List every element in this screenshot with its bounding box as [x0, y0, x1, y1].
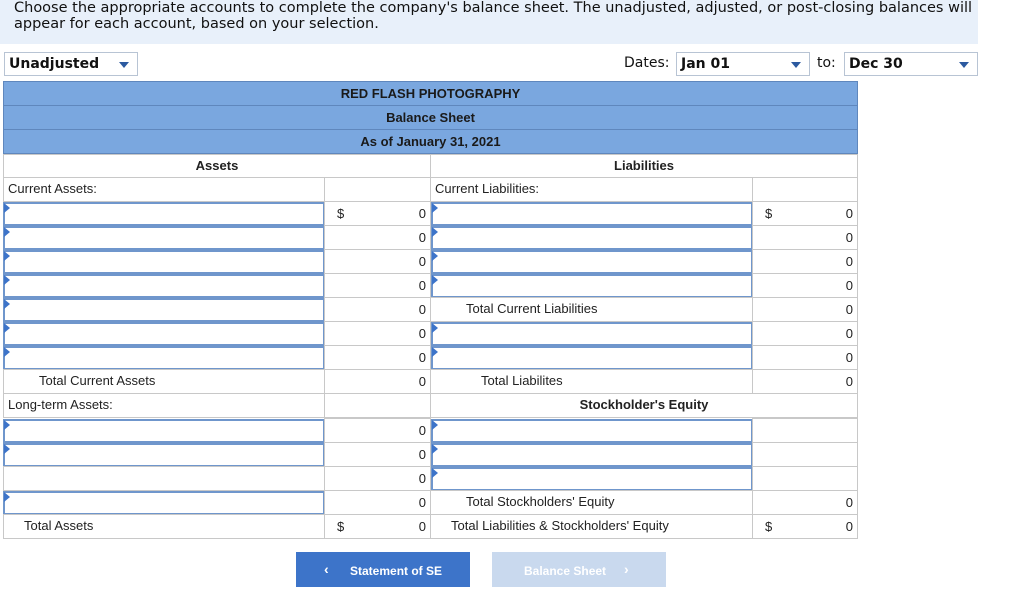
chevron-left-icon: ‹	[324, 561, 329, 577]
dates-label: Dates:	[624, 55, 670, 71]
dropdown-marker-icon	[4, 275, 10, 285]
current-liability-amount-1: 0	[845, 206, 853, 221]
total-liabilities-label: Total Liabilites	[430, 369, 753, 394]
dollar-sign: $	[765, 206, 773, 221]
current-assets-label: Current Assets:	[3, 177, 325, 202]
long-term-liability-amount-1: 0	[752, 321, 858, 346]
total-stockholders-equity-amount: 0	[752, 490, 858, 515]
chevron-down-icon	[791, 62, 801, 68]
long-term-assets-label: Long-term Assets:	[3, 393, 325, 418]
amount-cell	[752, 201, 858, 226]
dollar-sign: $	[337, 206, 345, 221]
long-term-asset-amount-4: 0	[324, 490, 431, 515]
assets-header: Assets	[3, 154, 431, 178]
long-term-liability-account-1[interactable]	[431, 322, 753, 346]
blank-cell	[324, 177, 431, 202]
current-asset-account-4[interactable]	[3, 274, 325, 298]
total-current-liabilities-amount: 0	[752, 297, 858, 322]
instructions	[0, 0, 978, 44]
dropdown-marker-icon	[432, 275, 438, 285]
current-liabilities-label: Current Liabilities:	[430, 177, 753, 202]
long-term-asset-account-3[interactable]	[3, 491, 325, 515]
current-liability-account-1[interactable]	[431, 202, 753, 226]
dollar-sign: $	[765, 519, 773, 534]
long-term-liability-amount-2: 0	[752, 345, 858, 370]
liabilities-header: Liabilities	[430, 154, 858, 178]
dropdown-marker-icon	[4, 299, 10, 309]
chevron-down-icon	[119, 62, 129, 68]
long-term-asset-amount-2: 0	[324, 442, 431, 467]
dropdown-marker-icon	[4, 347, 10, 357]
current-asset-amount-3: 0	[324, 249, 431, 274]
current-liability-amount-2: 0	[752, 225, 858, 250]
blank-cell	[3, 466, 325, 491]
date-from-select[interactable]	[676, 52, 810, 76]
total-current-assets-label: Total Current Assets	[3, 369, 325, 394]
current-asset-amount-4: 0	[324, 273, 431, 298]
date-from-value: Jan 01	[681, 56, 730, 72]
amount-cell	[324, 201, 431, 226]
dropdown-marker-icon	[432, 203, 438, 213]
instructions-line-1: Choose the appropriate accounts to complete the company's balance sheet. The unadjusted, adjusted, or post-closing balances will	[14, 0, 973, 16]
current-asset-amount-6: 0	[324, 321, 431, 346]
next-statement-button[interactable]	[492, 552, 666, 587]
dropdown-marker-icon	[432, 347, 438, 357]
blank-cell	[752, 418, 858, 443]
equity-account-3[interactable]	[431, 467, 753, 491]
total-liab-se-amount: 0	[845, 519, 853, 534]
company-name: RED FLASH PHOTOGRAPHY	[3, 81, 858, 106]
equity-account-2[interactable]	[431, 443, 753, 467]
current-liability-account-4[interactable]	[431, 274, 753, 298]
blank-cell	[752, 177, 858, 202]
dropdown-marker-icon	[4, 492, 10, 502]
dropdown-marker-icon	[432, 251, 438, 261]
dropdown-marker-icon	[4, 227, 10, 237]
total-current-assets-amount: 0	[324, 369, 431, 394]
dropdown-marker-icon	[432, 420, 438, 430]
prev-statement-button[interactable]	[296, 552, 470, 587]
current-asset-account-7[interactable]	[3, 346, 325, 370]
current-liability-amount-4: 0	[752, 273, 858, 298]
dates-to-label: to:	[817, 55, 836, 71]
equity-account-1[interactable]	[431, 419, 753, 443]
dropdown-marker-icon	[432, 227, 438, 237]
amount-cell	[752, 514, 858, 539]
current-liability-amount-3: 0	[752, 249, 858, 274]
long-term-asset-amount-1: 0	[324, 418, 431, 443]
date-to-select[interactable]	[844, 52, 978, 76]
total-assets-amount: 0	[418, 519, 426, 534]
current-asset-account-1[interactable]	[3, 202, 325, 226]
instructions-line-2: appear for each account, based on your selection.	[14, 16, 379, 32]
balance-sheet-grid	[3, 154, 858, 542]
chevron-right-icon: ›	[624, 561, 629, 577]
chevron-down-icon	[959, 62, 969, 68]
total-stockholders-equity-label: Total Stockholders' Equity	[430, 490, 753, 515]
current-asset-amount-2: 0	[324, 225, 431, 250]
long-term-liability-account-2[interactable]	[431, 346, 753, 370]
current-liability-account-2[interactable]	[431, 226, 753, 250]
current-asset-account-6[interactable]	[3, 322, 325, 346]
total-current-liabilities-label: Total Current Liabilities	[430, 297, 753, 322]
long-term-asset-amount-3: 0	[324, 466, 431, 491]
balance-type-select[interactable]	[4, 52, 138, 76]
prev-button-label: Statement of SE	[350, 564, 443, 578]
total-assets-label: Total Assets	[3, 514, 325, 539]
dropdown-marker-icon	[4, 323, 10, 333]
date-to-value: Dec 30	[849, 56, 903, 72]
blank-cell	[752, 466, 858, 491]
dropdown-marker-icon	[432, 323, 438, 333]
dropdown-marker-icon	[432, 468, 438, 478]
current-liability-account-3[interactable]	[431, 250, 753, 274]
long-term-asset-account-1[interactable]	[3, 419, 325, 443]
current-asset-amount-5: 0	[324, 297, 431, 322]
next-button-label: Balance Sheet	[524, 564, 607, 578]
dropdown-marker-icon	[4, 420, 10, 430]
current-asset-account-2[interactable]	[3, 226, 325, 250]
current-asset-amount-1: 0	[418, 206, 426, 221]
total-liab-se-label: Total Liabilities & Stockholders' Equity	[430, 514, 753, 539]
current-asset-account-5[interactable]	[3, 298, 325, 322]
balance-type-value: Unadjusted	[9, 56, 100, 72]
current-asset-amount-7: 0	[324, 345, 431, 370]
stockholders-equity-header: Stockholder's Equity	[430, 393, 858, 418]
statement-date: As of January 31, 2021	[3, 129, 858, 154]
long-term-asset-account-2[interactable]	[3, 443, 325, 467]
blank-cell	[324, 393, 431, 418]
dropdown-marker-icon	[4, 251, 10, 261]
total-liabilities-amount: 0	[752, 369, 858, 394]
dropdown-marker-icon	[4, 444, 10, 454]
dollar-sign: $	[337, 519, 345, 534]
dropdown-marker-icon	[432, 444, 438, 454]
current-asset-account-3[interactable]	[3, 250, 325, 274]
statement-title: Balance Sheet	[3, 105, 858, 130]
amount-cell	[324, 514, 431, 539]
dropdown-marker-icon	[4, 203, 10, 213]
blank-cell	[752, 442, 858, 467]
